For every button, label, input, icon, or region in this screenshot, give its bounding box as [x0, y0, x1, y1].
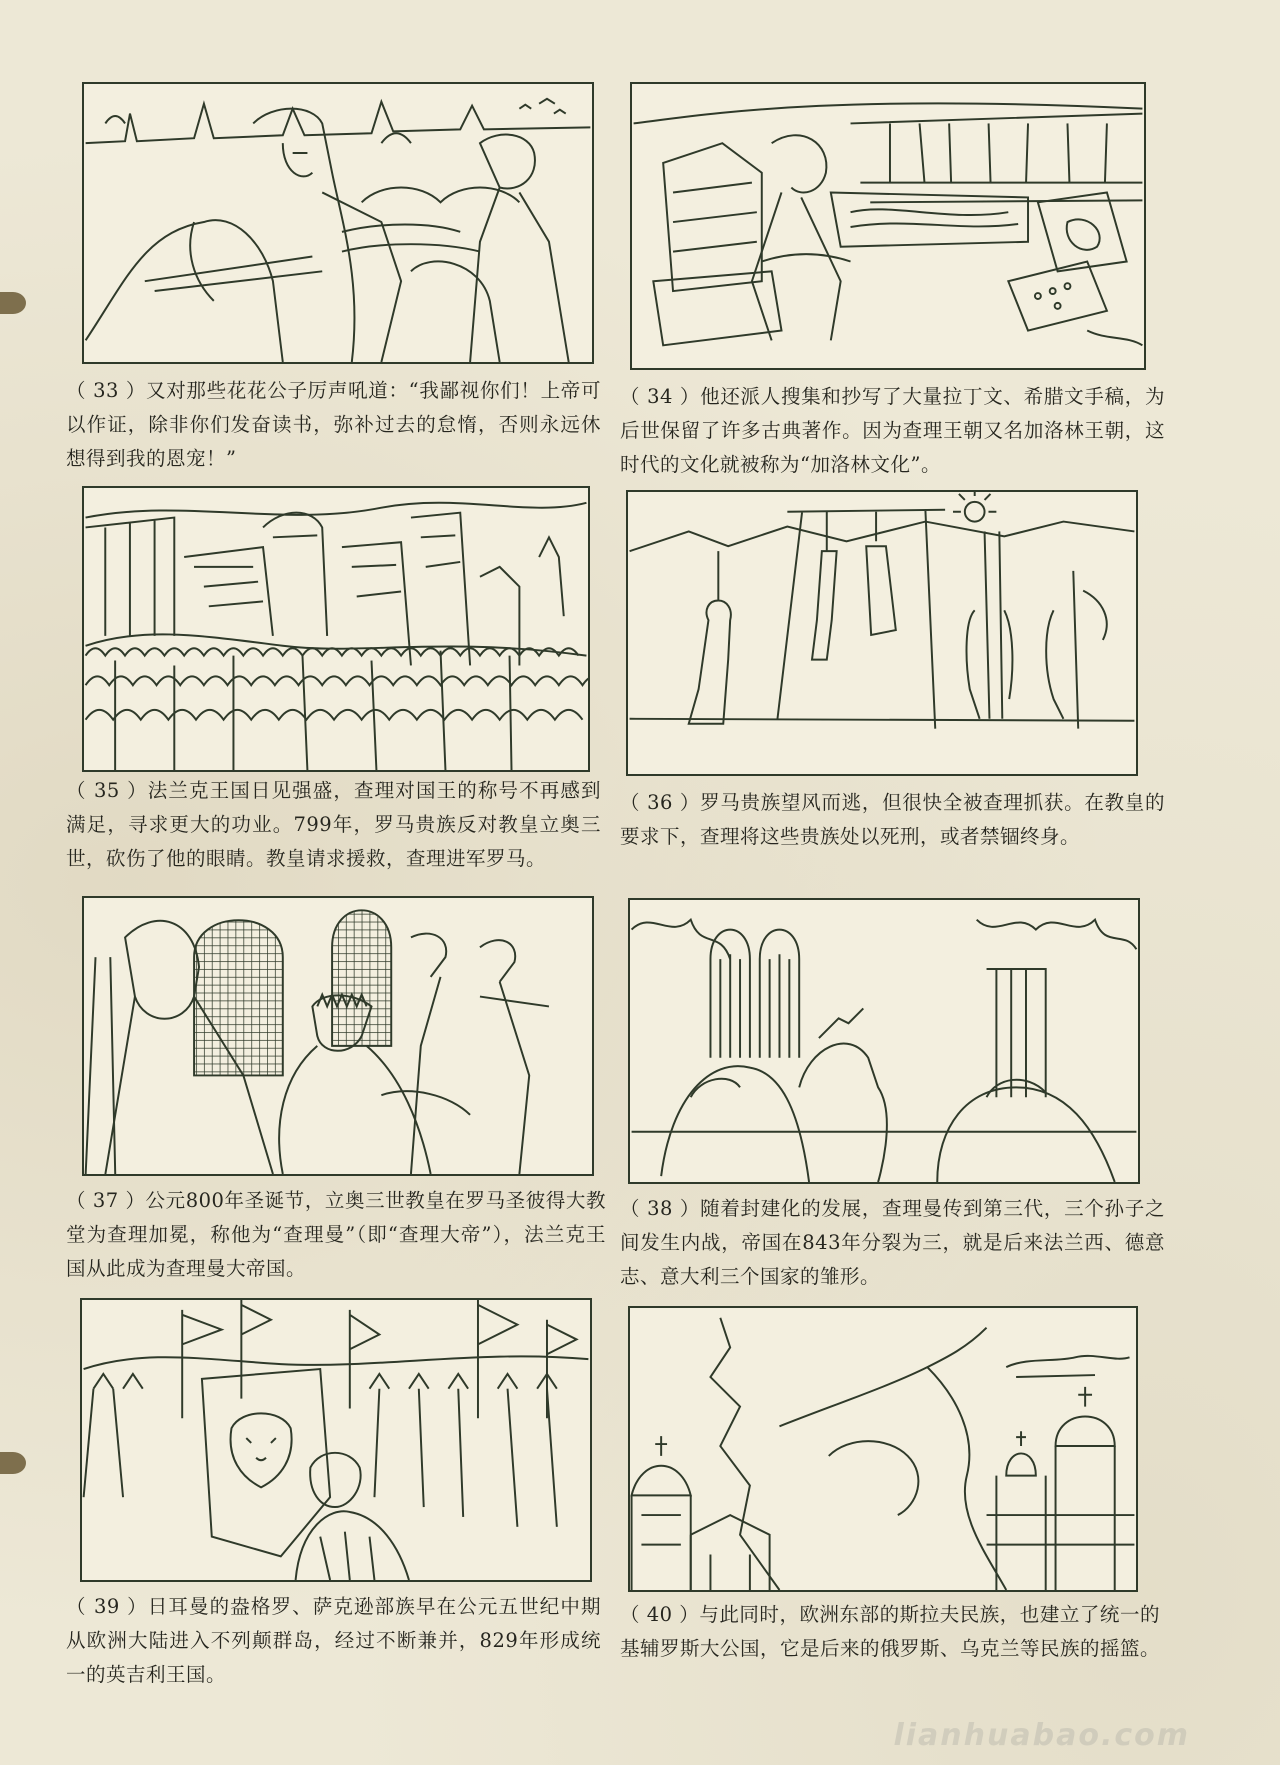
caption-34: （ 34 ）他还派人搜集和抄写了大量拉丁文、希腊文手稿，为后世保留了许多古典著作。因为查理王朝又名加洛林王朝，这时代的文化就被称为“加洛林文化”。	[620, 385, 1165, 476]
illustration-panel-33	[82, 82, 594, 364]
illustration-kievan-rus-domes	[630, 1308, 1136, 1590]
caption-35: （ 35 ）法兰克王国日见强盛，查理对国王的称号不再感到满足，寻求更大的功业。799年，罗马贵族反对教皇立奥三世，砍伤了他的眼睛。教皇请求援救，查理进军罗马。	[66, 779, 601, 870]
illustration-emperor-on-horseback	[84, 84, 592, 362]
watermark: lianhuabao.com	[893, 1718, 1190, 1753]
illustration-coronation-scene	[84, 898, 592, 1174]
illustration-panel-40	[628, 1306, 1138, 1592]
illustration-anglo-saxon-army-banners	[82, 1300, 590, 1580]
caption-36: （ 36 ）罗马贵族望风而逃，但很快全被查理抓获。在教皇的要求下，查理将这些贵族处以死刑，或者禁锢终身。	[620, 791, 1165, 848]
caption-33: （ 33 ）又对那些花花公子厉声吼道：“我鄙视你们！上帝可以作证，除非你们发奋读书，弥补过去的怠惰，否则永远休想得到我的恩宠！”	[66, 379, 601, 470]
caption-40: （ 40 ）与此同时，欧洲东部的斯拉夫民族，也建立了统一的基辅罗斯大公国，它是后来的俄罗斯、乌克兰等民族的摇篮。	[620, 1603, 1161, 1660]
illustration-panel-34	[630, 82, 1146, 370]
binding-hole	[0, 292, 26, 314]
illustration-execution-gallows	[628, 492, 1136, 774]
caption-38: （ 38 ）随着封建化的发展，查理曼传到第三代，三个孙子之间发生内战，帝国在843年分裂为三，就是后来法兰西、德意志、意大利三个国家的雏形。	[620, 1197, 1165, 1288]
illustration-panel-38	[628, 898, 1140, 1184]
illustration-army-marching-to-rome	[84, 488, 588, 770]
illustration-panel-36	[626, 490, 1138, 776]
binding-hole	[0, 1452, 26, 1474]
caption-39: （ 39 ）日耳曼的盎格罗、萨克逊部族早在公元五世纪中期从欧洲大陆进入不列颠群岛，经过不断兼并，829年形成统一的英吉利王国。	[66, 1595, 601, 1686]
illustration-panel-37	[82, 896, 594, 1176]
illustration-monk-copying-manuscripts	[632, 84, 1144, 368]
illustration-three-grandsons-ruins	[630, 900, 1138, 1182]
illustration-panel-39	[80, 1298, 592, 1582]
caption-37: （ 37 ）公元800年圣诞节，立奥三世教皇在罗马圣彼得大教堂为查理加冕，称他为“查理曼”（即“查理大帝”），法兰克王国从此成为查理曼大帝国。	[66, 1189, 606, 1280]
illustration-panel-35	[82, 486, 590, 772]
